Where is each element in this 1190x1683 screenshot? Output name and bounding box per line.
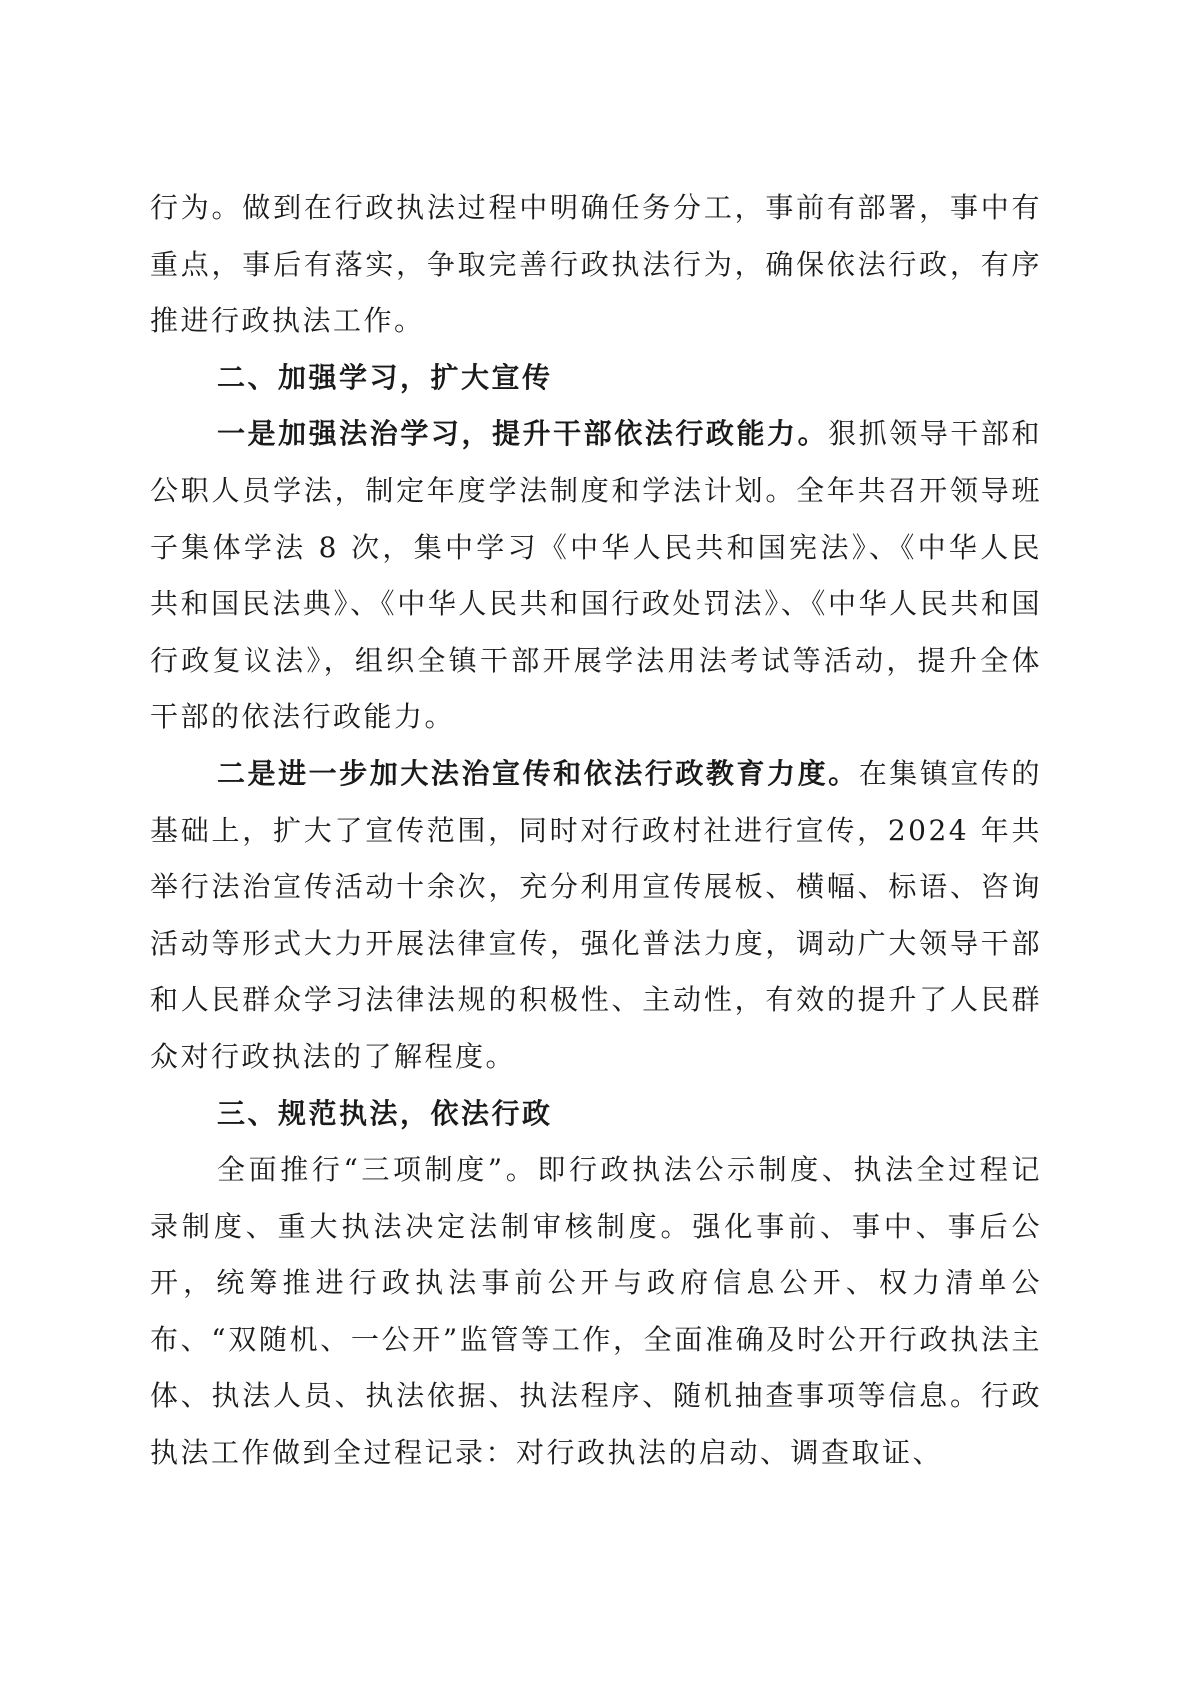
paragraph-text: 全面推行“三项制度”。即行政执法公示制度、执法全过程记录制度、重大执法决定法制审核制度。强化事前、事中、事后公开，统筹推进行政执法事前公开与政府信息公开、权力清单公布、“双随机、一公开”监管等工作，全面准确及时公开行政执法主体、执法人员、执法依据、执法程序、随机抽查事项等信息。行政执法工作做到全过程记录：对行政执法的启动、调查取证、: [150, 1153, 1042, 1470]
heading-text: 三、规范执法，依法行政: [217, 1096, 553, 1130]
paragraph-continuation: [150, 180, 1042, 350]
paragraph-text: 在集镇宣传的基础上，扩大了宣传范围，同时对行政村社进行宣传，2024 年共举行法治宣传活动十余次，充分利用宣传展板、横幅、标语、咨询活动等形式大力开展法律宣传，强化普法力度，调动广大领导干部和人民群众学习法律法规的积极性、主动性，有效的提升了人民群众对行政执法的了解程度。: [150, 756, 1042, 1073]
document-body: [150, 180, 1042, 1482]
paragraph-three-systems: [150, 1142, 1042, 1482]
paragraph-publicity: [150, 746, 1042, 1086]
section-heading-2: [150, 350, 1042, 407]
heading-text: 二、加强学习，扩大宣传: [217, 360, 553, 394]
paragraph-text: 狠抓领导干部和公职人员学法，制定年度学法制度和学法计划。全年共召开领导班子集体学法 8 次，集中学习《中华人民共和国宪法》、《中华人民共和国民法典》、《中华人民共和国行政处罚法》、《中华人民共和国行政复议法》，组织全镇干部开展学法用法考试等活动，提升全体干部的依法行政能力。: [150, 417, 1042, 734]
paragraph-lead: 一是加强法治学习，提升干部依法行政能力。: [217, 417, 829, 451]
paragraph-study: [150, 406, 1042, 746]
paragraph-text: 行为。做到在行政执法过程中明确任务分工，事前有部署，事中有重点，事后有落实，争取完善行政执法行为，确保依法行政，有序推进行政执法工作。: [150, 191, 1042, 338]
section-heading-3: [150, 1086, 1042, 1143]
paragraph-lead: 二是进一步加大法治宣传和依法行政教育力度。: [217, 756, 859, 790]
